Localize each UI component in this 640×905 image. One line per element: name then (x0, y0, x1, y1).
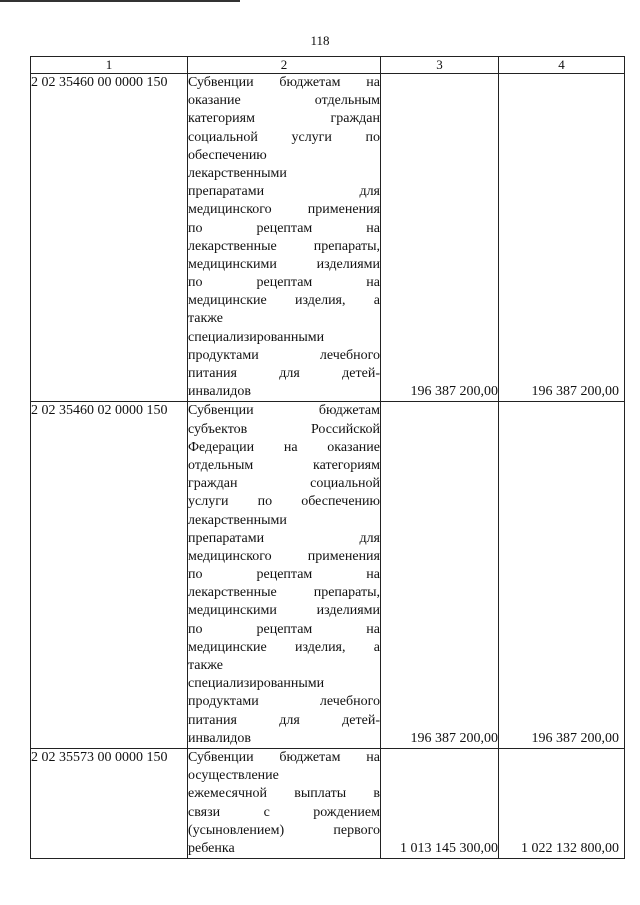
scan-edge-mark (0, 0, 240, 2)
row-amount-col-4: 1 022 132 800,00 (499, 748, 625, 858)
description-line: социальной услуги по (188, 129, 380, 145)
description-line: осуществление (188, 768, 279, 784)
description-line: по рецептам на (188, 621, 380, 637)
description-line: связи с рождением (188, 804, 380, 820)
description-line: медицинского применения (188, 202, 380, 218)
row-code: 2 02 35460 00 0000 150 (31, 74, 188, 402)
description-line: препаратами для (188, 530, 380, 546)
header-col-4: 4 (499, 57, 625, 74)
page-number: 118 (310, 33, 330, 48)
row-description (188, 74, 381, 402)
description-line: по рецептам на (188, 567, 380, 583)
description-line: медицинскими изделиями (188, 603, 380, 619)
description-line: субъектов Российской (188, 421, 380, 437)
description-line: специализированными (188, 329, 325, 345)
description-line: также (188, 311, 224, 327)
description-line: медицинские изделия, а (188, 293, 380, 309)
description-line: продуктами лечебного (188, 347, 380, 363)
budget-table (30, 56, 625, 859)
description-line: лекарственные препараты, (188, 238, 380, 254)
header-col-2: 2 (188, 57, 381, 74)
description-line: категориям граждан (188, 111, 380, 127)
table-row (31, 748, 625, 858)
table-row (31, 402, 625, 749)
description-line: медицинского применения (188, 548, 380, 564)
description-line: оказание отдельным (188, 93, 380, 109)
description-line: по рецептам на (188, 275, 380, 291)
row-amount-col-3: 196 387 200,00 (381, 402, 499, 749)
description-line: ребенка (188, 840, 235, 856)
description-line: ежемесячной выплаты в (188, 786, 380, 802)
row-description (188, 402, 381, 749)
description-line: препаратами для (188, 184, 380, 200)
description-line: граждан социальной (188, 476, 380, 492)
description-line: Федерации на оказание (188, 439, 380, 455)
row-amount-col-3: 196 387 200,00 (381, 74, 499, 402)
row-code: 2 02 35460 02 0000 150 (31, 402, 188, 749)
description-line: по рецептам на (188, 220, 380, 236)
row-amount-col-4: 196 387 200,00 (499, 402, 625, 749)
table-row (31, 74, 625, 402)
row-amount-col-4: 196 387 200,00 (499, 74, 625, 402)
description-line: специализированными (188, 676, 325, 692)
description-line: инвалидов (188, 384, 251, 400)
description-line: обеспечению (188, 147, 267, 163)
description-line: также (188, 658, 224, 673)
description-line: Субвенции бюджетам на (188, 749, 380, 765)
description-line: лекарственные препараты, (188, 585, 380, 601)
description-line: медицинскими изделиями (188, 256, 380, 272)
row-amount-col-3: 1 013 145 300,00 (381, 748, 499, 858)
description-line: медицинские изделия, а (188, 639, 380, 655)
row-description (188, 748, 381, 858)
description-line: отдельным категориям (188, 457, 380, 473)
description-line: питания для детей- (188, 366, 380, 381)
description-line: лекарственными (188, 512, 287, 528)
header-row (31, 57, 625, 74)
header-col-3: 3 (381, 57, 499, 74)
description-line: Субвенции бюджетам (188, 403, 380, 419)
description-line: Субвенции бюджетам на (188, 75, 380, 90)
header-col-1: 1 (31, 57, 188, 74)
row-code: 2 02 35573 00 0000 150 (31, 748, 188, 858)
description-line: питания для детей- (188, 712, 380, 728)
description-line: продуктами лечебного (188, 694, 380, 710)
description-line: услуги по обеспечению (188, 494, 380, 510)
description-line: инвалидов (188, 730, 251, 746)
description-line: лекарственными (188, 165, 287, 181)
description-line: (усыновлением) первого (188, 822, 380, 838)
